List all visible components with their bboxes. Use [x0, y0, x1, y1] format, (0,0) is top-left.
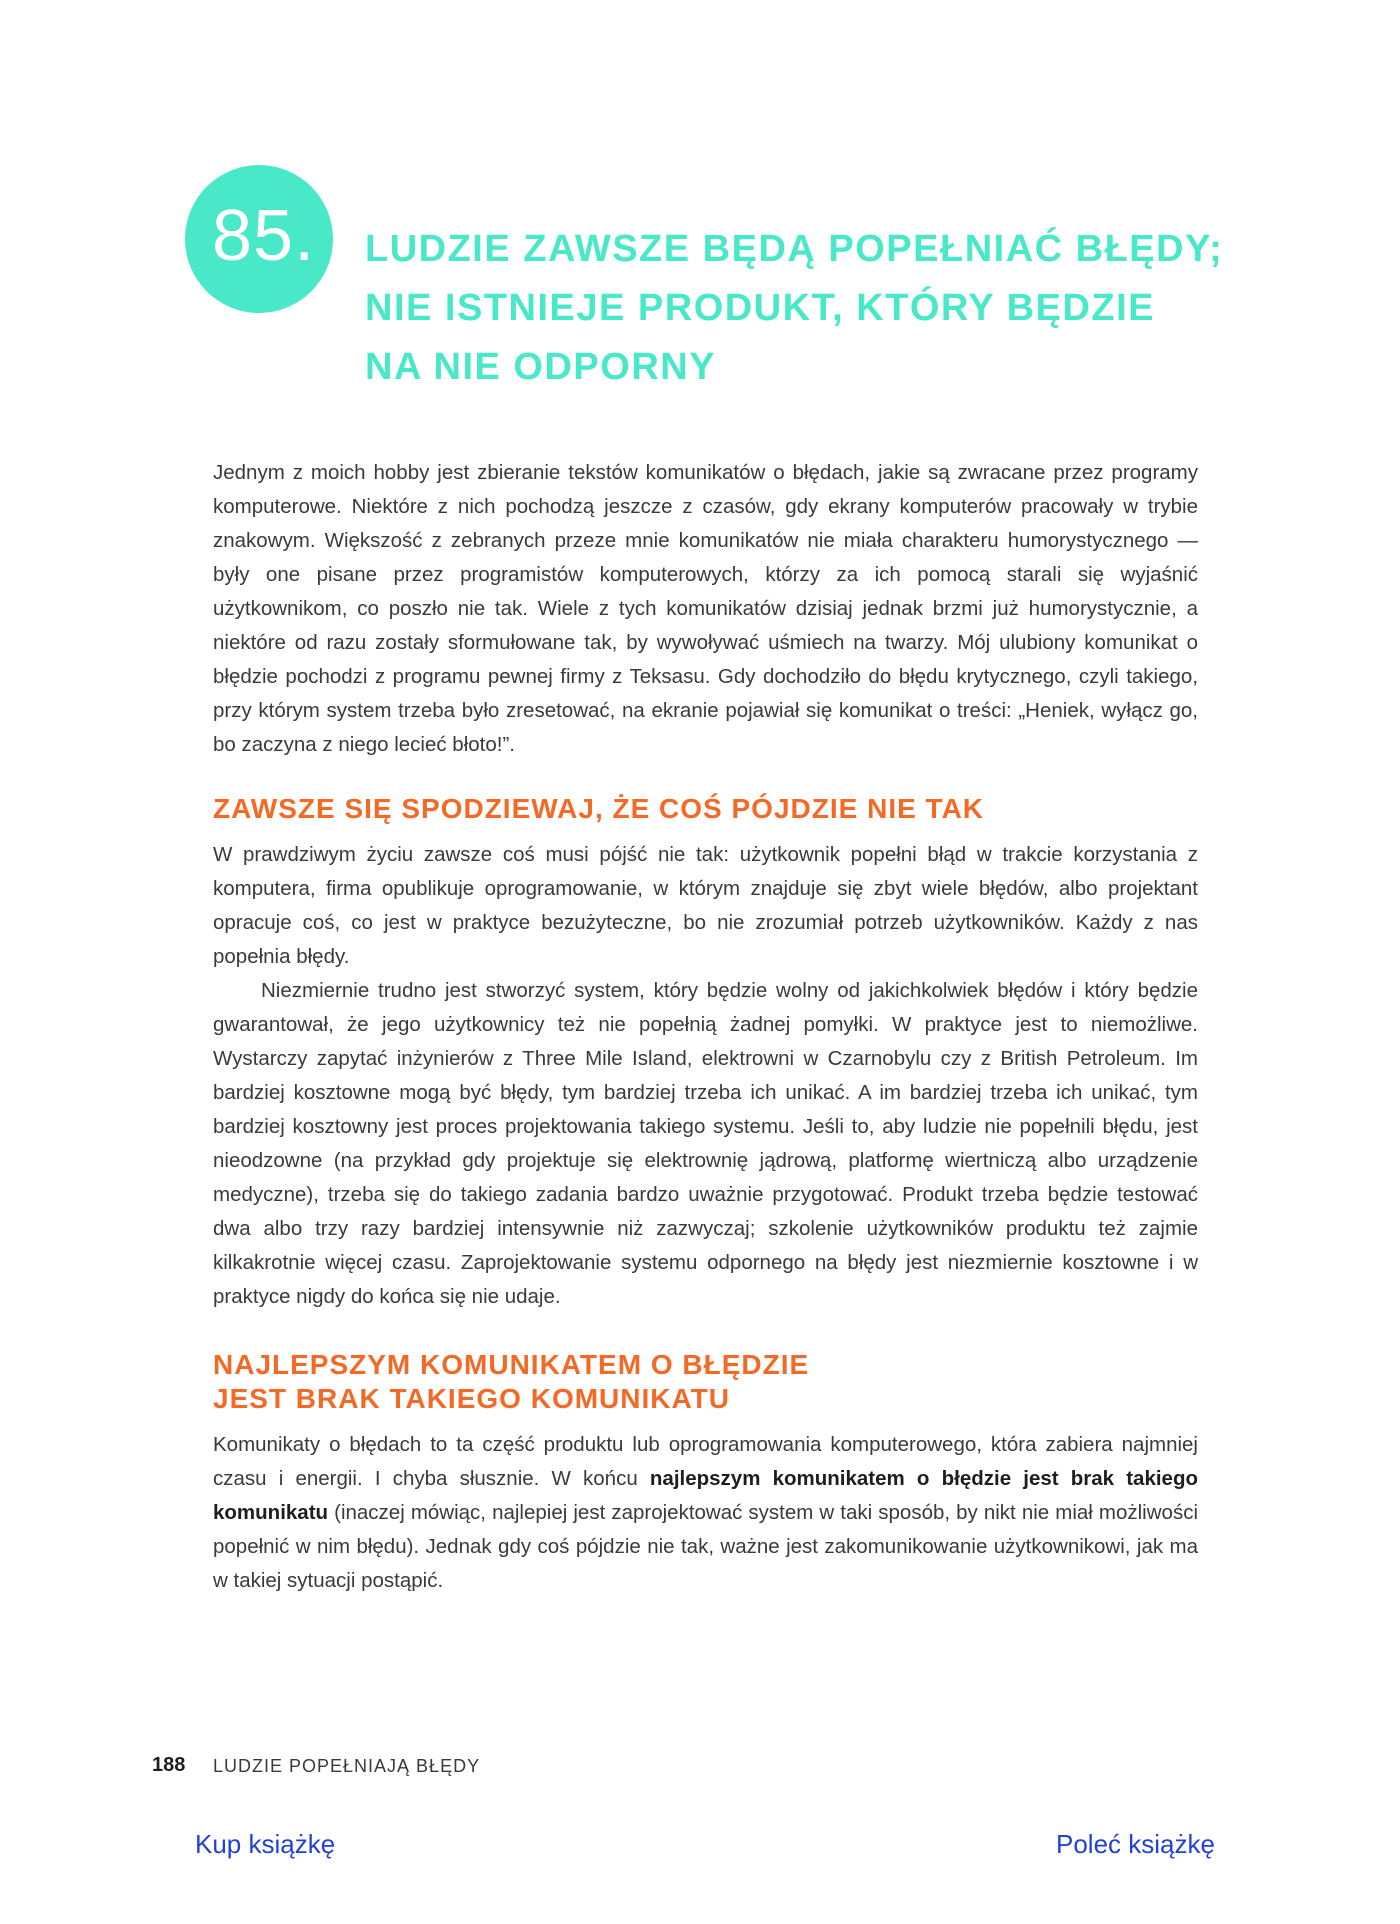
section-2-text-end: (inaczej mówiąc, najlepiej jest zaprojektować system w taki sposób, by nikt nie miał możliwości popełnić w nim błędu). Jednak gdy coś pójdzie nie tak, ważne jest zakomunikowanie użytkownikowi, jak ma w takiej sytuacji postąpić.: [213, 1501, 1198, 1592]
section-1-paragraph-2: Niezmiernie trudno jest stworzyć system, który będzie wolny od jakichkolwiek błędów i który będzie gwarantował, że jego użytkownicy też nie popełnią żadnej pomyłki. W praktyce jest to niemożliwe. Wystarczy zapytać inżynierów z Three Mile Island, elektrowni w Czarnobylu czy z British Petroleum. Im bardziej kosztowne mogą być błędy, tym bardziej trzeba ich unikać. A im bardziej trzeba ich unikać, tym bardziej kosztowny jest proces projektowania takiego systemu. Jeśli to, aby ludzie nie popełnili błędu, jest nieodzowne (na przykład gdy projektuje się elektrownię jądrową, platformę wiertniczą albo urządzenie medyczne), trzeba się do takiego zadania bardzo uważnie przygotować. Produkt trzeba będzie testować dwa albo trzy razy bardziej intensywnie niż zazwyczaj; szkolenie użytkowników produktu też zajmie kilkakrotnie więcej czasu. Zaprojektowanie systemu odpornego na błędy jest niezmiernie kosztowne i w praktyce nigdy do końca się nie udaje.: [213, 979, 1198, 1308]
section-2-bold-text: najlepszym komunikatem o błędzie jest brak takiego komunikatu: [213, 1467, 1198, 1524]
section-2-heading-line-1: NAJLEPSZYM KOMUNIKATEM O BŁĘDZIE: [213, 1349, 810, 1380]
section-2-paragraph: [213, 1428, 1198, 1598]
section-1-heading: ZAWSZE SIĘ SPODZIEWAJ, ŻE COŚ PÓJDZIE NIE TAK: [213, 793, 985, 824]
section-1: [213, 792, 1198, 826]
chapter-title: [365, 220, 1265, 397]
page-number: 188: [152, 1754, 186, 1776]
section-2-heading-line-2: JEST BRAK TAKIEGO KOMUNIKATU: [213, 1383, 730, 1414]
section-2-body: [213, 1428, 1198, 1598]
intro-block: [213, 456, 1198, 762]
section-1-body: [213, 838, 1198, 1314]
running-header: LUDZIE POPEŁNIAJĄ BŁĘDY: [213, 1756, 481, 1776]
section-1-paragraph-1: W prawdziwym życiu zawsze coś musi pójść nie tak: użytkownik popełni błąd w trakcie korzystania z komputera, firma opublikuje oprogramowanie, w którym znajduje się zbyt wiele błędów, albo projektant opracuje coś, co jest w praktyce bezużyteczne, bo nie zrozumiał potrzeb użytkowników. Każdy z nas popełnia błędy.: [213, 843, 1198, 968]
chapter-title-line-3: NA NIE ODPORNY: [365, 346, 717, 388]
chapter-title-line-1: LUDZIE ZAWSZE BĘDĄ POPEŁNIAĆ BŁĘDY;: [365, 228, 1224, 270]
recommend-book-link[interactable]: Poleć książkę: [1056, 1829, 1215, 1859]
intro-paragraph: Jednym z moich hobby jest zbieranie tekstów komunikatów o błędach, jakie są zwracane przez programy komputerowe. Niektóre z nich pochodzą jeszcze z czasów, gdy ekrany komputerów pracowały w trybie znakowym. Większość z zebranych przeze mnie komunikatów nie miała charakteru humorystycznego — były one pisane przez programistów komputerowych, którzy za ich pomocą starali się wyjaśnić użytkownikom, co poszło nie tak. Wiele z tych komunikatów dzisiaj jednak brzmi już humorystycznie, a niektóre od razu zostały sformułowane tak, by wywoływać uśmiech na twarzy. Mój ulubiony komunikat o błędzie pochodzi z programu pewnej firmy z Teksasu. Gdy dochodziło do błędu krytycznego, czyli takiego, przy którym system trzeba było zresetować, na ekranie pojawiał się komunikat o treści: „Heniek, wyłącz go, bo zaczyna z niego lecieć błoto!”.: [213, 461, 1198, 756]
section-2-text-start: Komunikaty o błędach to ta część produktu lub oprogramowania komputerowego, która zabiera najmniej czasu i energii. I chyba słusznie. W końcu: [213, 1433, 1198, 1490]
section-2-heading: [213, 1348, 1198, 1416]
chapter-number: 85.: [212, 196, 316, 276]
buy-book-link[interactable]: Kup książkę: [195, 1829, 336, 1859]
chapter-title-line-2: NIE ISTNIEJE PRODUKT, KTÓRY BĘDZIE: [365, 287, 1155, 329]
section-2: [213, 1348, 1198, 1416]
